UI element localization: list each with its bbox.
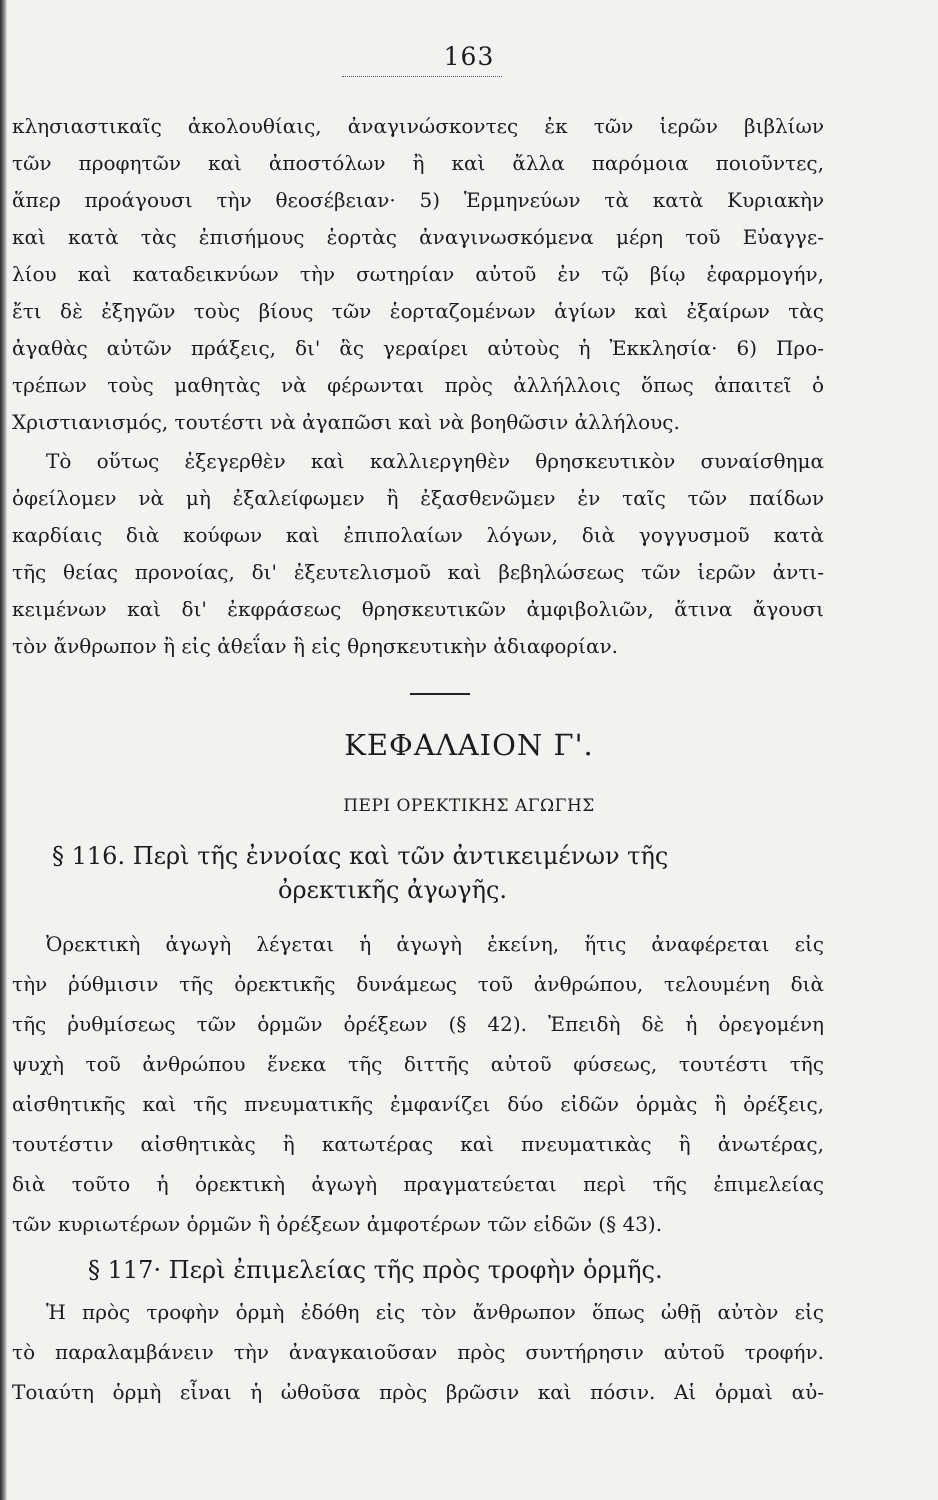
text-line: τρέπων τοὺς μαθητὰς νὰ φέρωνται πρὸς ἀλλήλλοις ὅπως ἀπαιτεῖ ὁ <box>12 373 824 397</box>
text-line: διὰ τοῦτο ἡ ὀρεκτικὴ ἀγωγὴ πραγματεύεται περὶ τῆς ἐπιμελείας <box>12 1172 824 1196</box>
text-line: ψυχὴ τοῦ ἀνθρώπου ἕνεκα τῆς διττῆς αὐτοῦ φύσεως, τουτέστι τῆς <box>12 1052 824 1076</box>
text-line: τουτέστιν αἰσθητικὰς ἢ κατωτέρας καὶ πνευματικὰς ἢ ἀνωτέρας, <box>12 1132 824 1156</box>
text-line: τὸ παραλαμβάνειν τὴν ἀναγκαιοῦσαν πρὸς συντήρησιν αὐτοῦ τροφήν. <box>12 1340 824 1364</box>
text-line: τῶν κυριωτέρων ὁρμῶν ἢ ὀρέξεων ἀμφοτέρων τῶν εἰδῶν (§ 43). <box>12 1212 663 1236</box>
text-line: τῆς ῥυθμίσεως τῶν ὁρμῶν ὀρέξεων (§ 42). Ἐπειδὴ δὲ ἡ ὀρεγομένη <box>12 1012 824 1036</box>
text-line: τῆς θείας προνοίας, δι' ἐξευτελισμοῦ καὶ βεβηλώσεως τῶν ἱερῶν ἀντι- <box>12 560 824 584</box>
text-line: τὴν ῥύθμισιν τῆς ὀρεκτικῆς δυνάμεως τοῦ ἀνθρώπου, τελουμένη διὰ <box>12 972 824 996</box>
section-117-heading: § 117· Περὶ ἐπιμελείας τῆς πρὸς τροφὴν ὁρμῆς. <box>88 1256 663 1284</box>
chapter-subtitle: ΠΕΡΙ ΟΡΕΚΤΙΚΗΣ ΑΓΩΓΗΣ <box>343 796 595 816</box>
text-line: τὸν ἄνθρωπον ἢ εἰς ἀθεΐαν ἢ εἰς θρησκευτικὴν ἀδιαφορίαν. <box>12 634 618 658</box>
section-divider <box>410 693 470 695</box>
text-line: αἰσθητικῆς καὶ τῆς πνευματικῆς ἐμφανίζει δύο εἰδῶν ὁρμὰς ἢ ὀρέξεις, <box>12 1092 824 1116</box>
text-line: Τοιαύτη ὁρμὴ εἶναι ἡ ὠθοῦσα πρὸς βρῶσιν καὶ πόσιν. Αἱ ὁρμαὶ αὐ- <box>12 1380 824 1404</box>
text-line: λίου καὶ καταδεικνύων τὴν σωτηρίαν αὐτοῦ ἐν τῷ βίῳ ἐφαρμογήν, <box>12 262 824 286</box>
text-line: τῶν προφητῶν καὶ ἀποστόλων ἢ καὶ ἄλλα παρόμοια ποιοῦντες, <box>12 151 824 175</box>
text-line: κλησιαστικαῖς ἀκολουθίαις, ἀναγινώσκοντες ἐκ τῶν ἱερῶν βιβλίων <box>12 114 824 138</box>
text-line: κειμένων καὶ δι' ἐκφράσεως θρησκευτικῶν ἀμφιβολιῶν, ἅτινα ἄγουσι <box>12 597 824 621</box>
text-line: καὶ κατὰ τὰς ἐπισήμους ἑορτὰς ἀναγινωσκόμενα μέρη τοῦ Εὐαγγε- <box>12 225 824 249</box>
section-116-heading-line-1: § 116. Περὶ τῆς ἐννοίας καὶ τῶν ἀντικειμένων τῆς <box>52 842 669 870</box>
text-line: ἔτι δὲ ἐξηγῶν τοὺς βίους τῶν ἑορταζομένων ἁγίων καὶ ἐξαίρων τὰς <box>12 299 824 323</box>
text-line: ἀγαθὰς αὐτῶν πράξεις, δι' ἃς γεραίρει αὐτοὺς ἡ Ἐκκλησία· 6) Προ- <box>12 336 824 360</box>
page-number-rule <box>342 76 502 77</box>
chapter-title: ΚΕΦΑΛΑΙΟΝ Γ'. <box>344 728 594 762</box>
section-116-heading-line-2: ὀρεκτικῆς ἀγωγῆς. <box>278 876 508 904</box>
text-line: ὀφείλομεν νὰ μὴ ἐξαλείφωμεν ἢ ἐξασθενῶμεν ἐν ταῖς τῶν παίδων <box>12 486 824 510</box>
text-line: Ἡ πρὸς τροφὴν ὁρμὴ ἐδόθη εἰς τὸν ἄνθρωπον ὅπως ὠθῇ αὐτὸν εἰς <box>46 1300 824 1324</box>
page-number: 163 <box>443 42 495 71</box>
text-line: ἅπερ προάγουσι τὴν θεοσέβειαν· 5) Ἑρμηνεύων τὰ κατὰ Κυριακὴν <box>12 188 824 212</box>
text-line: Ὀρεκτικὴ ἀγωγὴ λέγεται ἡ ἀγωγὴ ἐκείνη, ἥτις ἀναφέρεται εἰς <box>46 932 824 956</box>
text-line: Χριστιανισμός, τουτέστι νὰ ἀγαπῶσι καὶ νὰ βοηθῶσιν ἀλλήλους. <box>12 410 680 434</box>
text-line: καρδίαις διὰ κούφων καὶ ἐπιπολαίων λόγων, διὰ γογγυσμοῦ κατὰ <box>12 523 824 547</box>
text-line: Τὸ οὕτως ἐξεγερθὲν καὶ καλλιεργηθὲν θρησκευτικὸν συναίσθημα <box>46 449 824 473</box>
